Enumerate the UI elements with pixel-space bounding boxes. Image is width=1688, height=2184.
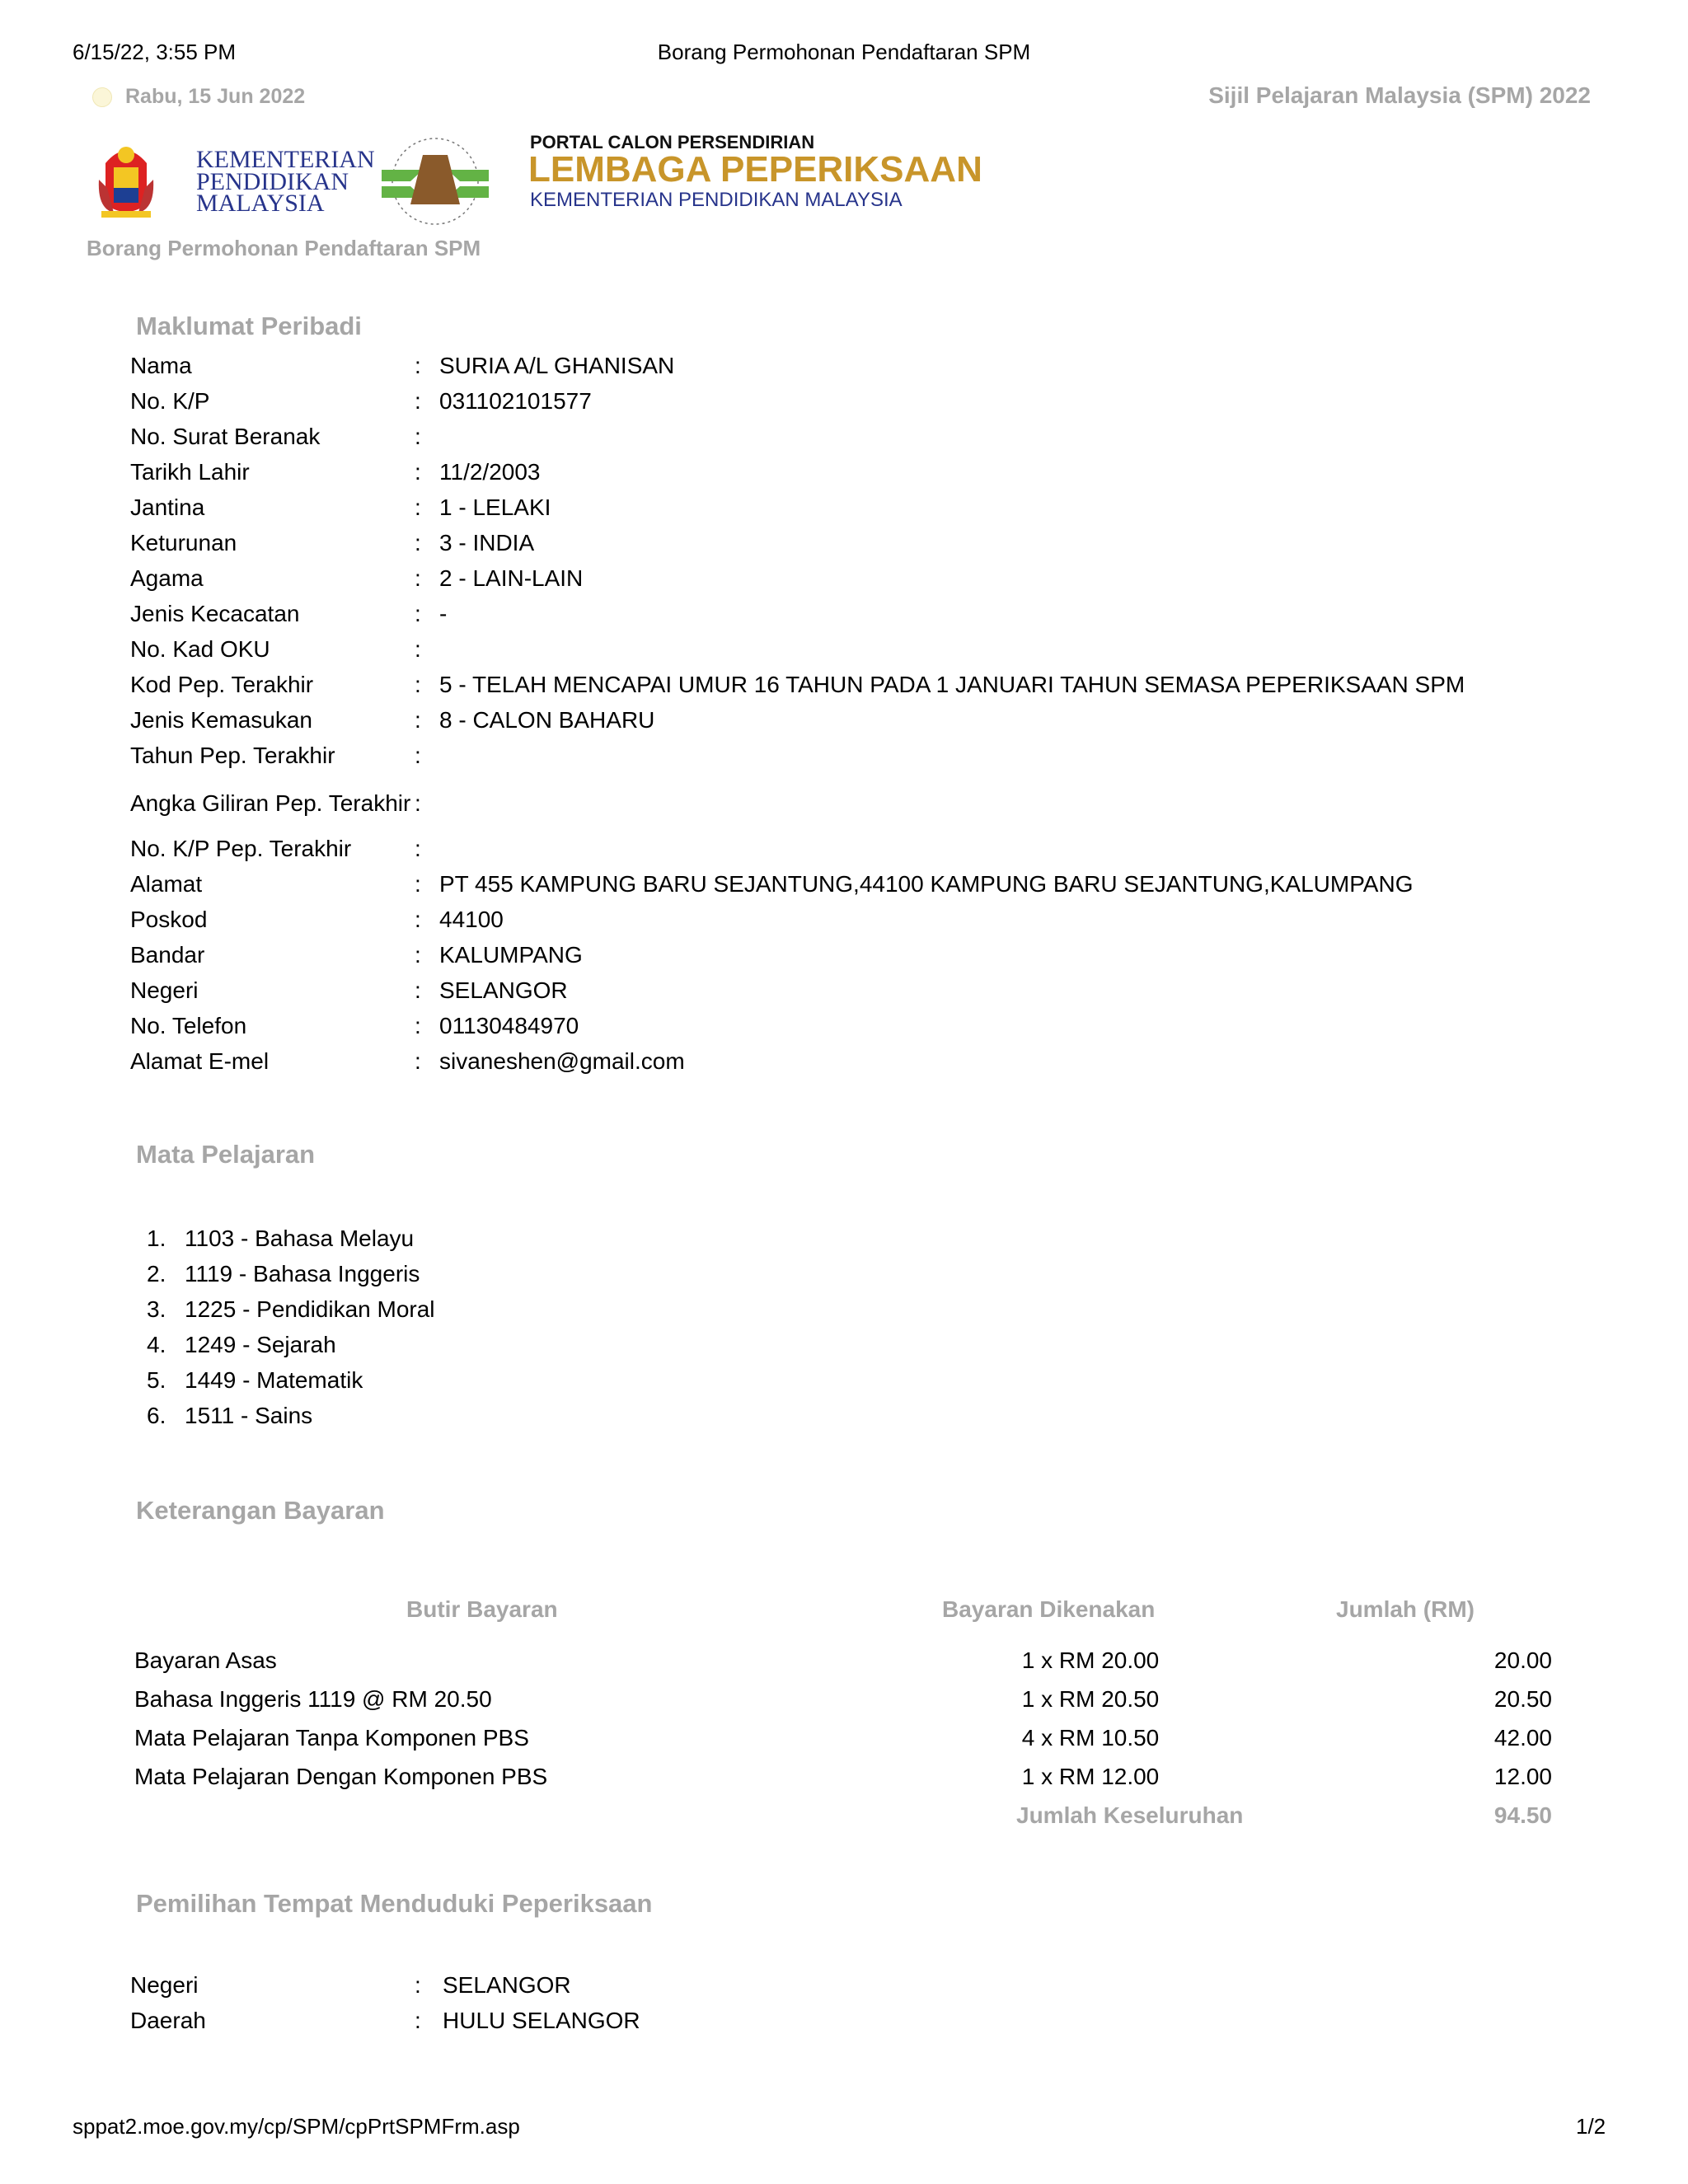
exam-title: Sijil Pelajaran Malaysia (SPM) 2022 <box>1208 82 1591 108</box>
subject-item <box>147 1367 435 1403</box>
personal-row <box>130 833 1614 865</box>
print-page-number: 1/2 <box>1576 2114 1606 2139</box>
field-label: Kod Pep. Terakhir <box>130 672 314 697</box>
subject-item <box>147 1261 435 1296</box>
subject-text: 1249 - Sejarah <box>185 1332 336 1357</box>
personal-row <box>130 634 1614 665</box>
kpm-line-1: KEMENTERIAN <box>196 146 375 173</box>
payment-charge: 1 x RM 20.00 <box>1021 1647 1160 1673</box>
field-separator: : <box>415 459 421 485</box>
personal-row <box>130 869 1614 900</box>
payment-charge: 4 x RM 10.50 <box>1021 1725 1160 1750</box>
field-separator: : <box>415 353 421 378</box>
personal-row <box>130 421 1614 452</box>
field-label: Alamat E-mel <box>130 1048 270 1074</box>
field-value: 3 - INDIA <box>439 530 535 555</box>
payment-table <box>134 1596 1552 1844</box>
field-label: Jenis Kecacatan <box>130 601 300 626</box>
payment-item: Bayaran Asas <box>134 1647 277 1673</box>
subject-list <box>147 1226 435 1438</box>
field-value: 01130484970 <box>439 1013 579 1038</box>
field-label: Negeri <box>130 977 199 1003</box>
field-separator: : <box>415 790 421 816</box>
field-value: 44100 <box>439 907 504 932</box>
field-label: No. K/P Pep. Terakhir <box>130 836 352 861</box>
section-title-subjects: Mata Pelajaran <box>136 1140 316 1169</box>
subject-text: 1511 - Sains <box>185 1403 313 1428</box>
field-separator: : <box>415 942 421 968</box>
field-value: HULU SELANGOR <box>443 2008 640 2033</box>
personal-row <box>130 350 1614 382</box>
section-title-personal: Maklumat Peribadi <box>136 312 362 340</box>
field-value: SELANGOR <box>443 1972 571 1998</box>
field-separator: : <box>415 871 421 897</box>
venue-row <box>130 1970 1614 2001</box>
lembaga-peperiksaan-icon <box>382 138 489 224</box>
field-label: Agama <box>130 565 204 591</box>
header-total: Jumlah (RM) <box>1336 1596 1475 1622</box>
personal-row <box>130 904 1614 935</box>
field-value: 5 - TELAH MENCAPAI UMUR 16 TAHUN PADA 1 JANUARI TAHUN SEMASA PEPERIKSAAN SPM <box>439 672 1465 697</box>
field-value: sivaneshen@gmail.com <box>439 1048 685 1074</box>
field-value: 8 - CALON BAHARU <box>439 707 655 733</box>
kpm-line-3: MALAYSIA <box>196 190 325 217</box>
personal-row <box>130 563 1614 594</box>
field-label: No. Kad OKU <box>130 636 270 662</box>
section-title-venue: Pemilihan Tempat Menduduki Peperiksaan <box>136 1889 653 1918</box>
field-separator: : <box>415 1972 421 1998</box>
field-separator: : <box>415 707 421 733</box>
payment-row <box>134 1686 1552 1719</box>
personal-row <box>130 705 1614 736</box>
personal-row <box>130 457 1614 488</box>
print-datetime: 6/15/22, 3:55 PM <box>73 40 237 64</box>
field-label: No. Telefon <box>130 1013 247 1038</box>
personal-row <box>130 386 1614 417</box>
subject-number: 5. <box>147 1367 166 1393</box>
subject-text: 1449 - Matematik <box>185 1367 363 1393</box>
field-value: 11/2/2003 <box>439 459 541 485</box>
payment-item: Bahasa Inggeris 1119 @ RM 20.50 <box>134 1686 492 1712</box>
print-url: sppat2.moe.gov.my/cp/SPM/cpPrtSPMFrm.asp <box>73 2114 520 2139</box>
field-separator: : <box>415 424 421 449</box>
form-heading: Borang Permohonan Pendaftaran SPM <box>87 236 481 260</box>
field-label: No. K/P <box>130 388 210 414</box>
personal-row <box>130 492 1614 523</box>
lp-line-1: PORTAL CALON PERSENDIRIAN <box>530 132 815 152</box>
field-separator: : <box>415 1013 421 1038</box>
subject-number: 6. <box>147 1403 166 1428</box>
field-separator: : <box>415 743 421 768</box>
field-label: Negeri <box>130 1972 199 1998</box>
subject-text: 1119 - Bahasa Inggeris <box>185 1261 420 1286</box>
grand-total-label: Jumlah Keseluruhan <box>1016 1802 1244 1828</box>
grand-total-value: 94.50 <box>1493 1802 1552 1828</box>
field-label: Bandar <box>130 942 205 968</box>
field-separator: : <box>415 565 421 591</box>
section-title-payment: Keterangan Bayaran <box>136 1496 385 1525</box>
payment-amount: 42.00 <box>1493 1725 1552 1750</box>
field-label: Poskod <box>130 907 208 932</box>
personal-row <box>130 1010 1614 1042</box>
subject-number: 4. <box>147 1332 166 1357</box>
personal-row <box>130 776 1614 832</box>
print-doc-title: Borang Permohonan Pendaftaran SPM <box>657 40 1031 64</box>
subject-number: 3. <box>147 1296 166 1322</box>
payment-row <box>134 1725 1552 1758</box>
personal-row <box>130 527 1614 559</box>
date-bar <box>92 85 305 109</box>
field-label: Tahun Pep. Terakhir <box>130 743 335 768</box>
field-separator: : <box>415 672 421 697</box>
subject-item <box>147 1403 435 1438</box>
field-label: Keturunan <box>130 530 237 555</box>
venue-row <box>130 2005 1614 2036</box>
field-separator: : <box>415 977 421 1003</box>
personal-row <box>130 940 1614 971</box>
field-separator: : <box>415 2008 421 2033</box>
payment-amount: 12.00 <box>1493 1764 1552 1789</box>
kpm-line-2: PENDIDIKAN <box>196 168 349 195</box>
field-label: Nama <box>130 353 192 378</box>
field-value: 2 - LAIN-LAIN <box>439 565 584 591</box>
personal-row <box>130 740 1614 771</box>
field-label: Daerah <box>130 2008 206 2033</box>
field-separator: : <box>415 601 421 626</box>
lp-line-2: LEMBAGA PEPERIKSAAN <box>528 149 982 190</box>
subject-item <box>147 1226 435 1261</box>
payment-row <box>134 1647 1552 1680</box>
lp-line-3: KEMENTERIAN PENDIDIKAN MALAYSIA <box>530 189 903 211</box>
field-value: 1 - LELAKI <box>439 494 551 520</box>
subject-text: 1103 - Bahasa Melayu <box>185 1226 415 1251</box>
field-value: SURIA A/L GHANISAN <box>439 353 675 378</box>
field-label: No. Surat Beranak <box>130 424 321 449</box>
field-value: - <box>439 601 448 626</box>
subject-item <box>147 1296 435 1332</box>
sun-icon <box>92 87 112 107</box>
field-value: PT 455 KAMPUNG BARU SEJANTUNG,44100 KAMPUNG BARU SEJANTUNG,KALUMPANG <box>439 871 1414 897</box>
malaysia-coat-of-arms-icon <box>99 147 153 218</box>
subject-number: 1. <box>147 1226 166 1251</box>
header-item: Butir Bayaran <box>406 1596 558 1622</box>
subject-item <box>147 1332 435 1367</box>
subject-text: 1225 - Pendidikan Moral <box>185 1296 435 1322</box>
personal-row <box>130 598 1614 630</box>
payment-amount: 20.50 <box>1493 1686 1552 1712</box>
field-label: Angka Giliran Pep. Terakhir <box>130 790 411 816</box>
payment-amount: 20.00 <box>1493 1647 1552 1673</box>
payment-item: Mata Pelajaran Tanpa Komponen PBS <box>134 1725 529 1750</box>
payment-charge: 1 x RM 12.00 <box>1021 1764 1160 1789</box>
header-charge: Bayaran Dikenakan <box>942 1596 1156 1622</box>
payment-grand-total-row <box>134 1802 1552 1835</box>
field-separator: : <box>415 907 421 932</box>
subject-number: 2. <box>147 1261 166 1286</box>
current-date: Rabu, 15 Jun 2022 <box>125 85 306 108</box>
field-separator: : <box>415 836 421 861</box>
header-logos <box>97 130 987 225</box>
field-separator: : <box>415 388 421 414</box>
field-label: Jenis Kemasukan <box>130 707 313 733</box>
payment-charge: 1 x RM 20.50 <box>1021 1686 1160 1712</box>
field-value: SELANGOR <box>439 977 568 1003</box>
field-separator: : <box>415 530 421 555</box>
field-separator: : <box>415 636 421 662</box>
field-value: KALUMPANG <box>439 942 583 968</box>
personal-row <box>130 1046 1614 1077</box>
field-separator: : <box>415 494 421 520</box>
personal-row <box>130 669 1614 701</box>
payment-row <box>134 1764 1552 1797</box>
field-separator: : <box>415 1048 421 1074</box>
personal-row <box>130 975 1614 1006</box>
field-label: Jantina <box>130 494 205 520</box>
field-label: Alamat <box>130 871 203 897</box>
payment-item: Mata Pelajaran Dengan Komponen PBS <box>134 1764 548 1789</box>
field-value: 031102101577 <box>439 388 592 414</box>
field-label: Tarikh Lahir <box>130 459 250 485</box>
